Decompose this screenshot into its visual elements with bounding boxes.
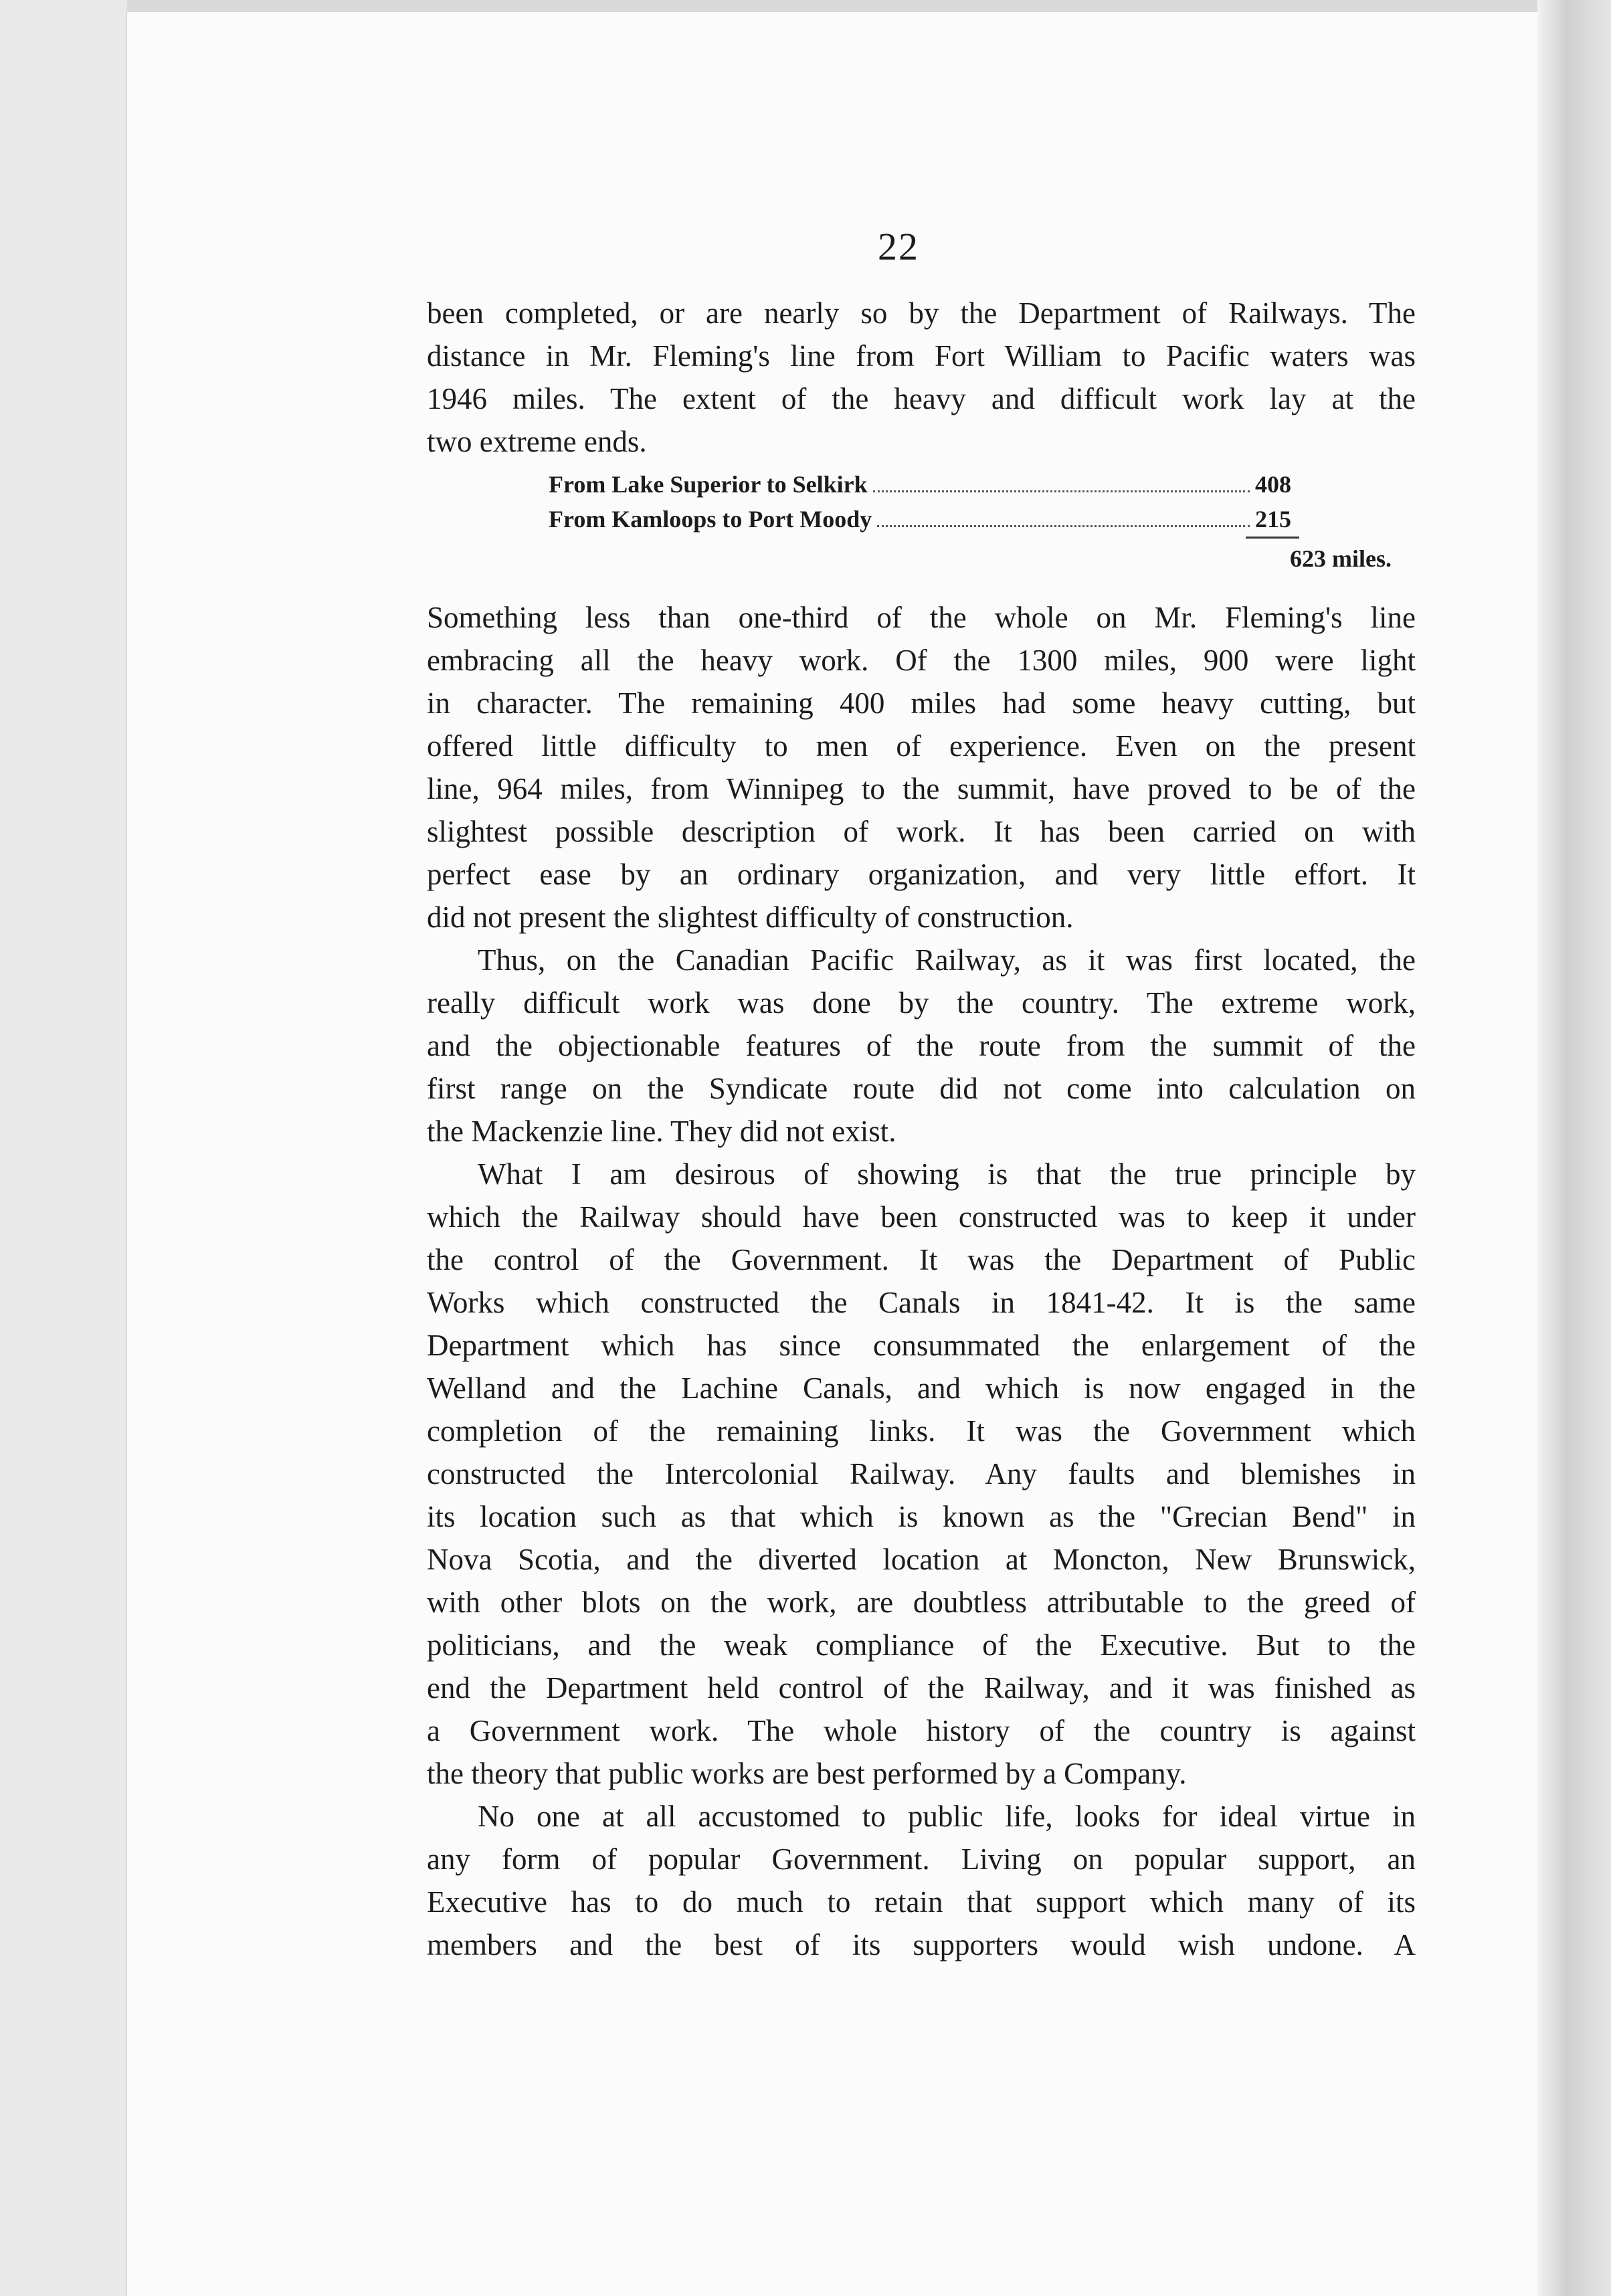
row-value: 408 — [1255, 471, 1291, 498]
dot-leader — [873, 467, 1250, 492]
text-line: members and the best of its supporters would wish undone. A — [427, 1928, 1416, 1962]
table-row — [549, 467, 1291, 502]
page-number: 22 — [878, 225, 919, 268]
paragraph-1 — [427, 292, 1416, 463]
row-label: From Kamloops to Port Moody — [549, 506, 872, 533]
text-line: the Mackenzie line. They did not exist. — [427, 1115, 896, 1148]
text-line: embracing all the heavy work. Of the 1300 miles, 900 were light — [427, 644, 1416, 677]
text-line: What I am desirous of showing is that the true principle by — [478, 1157, 1416, 1191]
row-value: 215 — [1255, 506, 1291, 533]
table-row — [549, 502, 1291, 537]
text-line: Executive has to do much to retain that support which many of its — [427, 1885, 1416, 1919]
dot-leader — [877, 502, 1250, 527]
text-line: Thus, on the Canadian Pacific Railway, as it was first located, the — [478, 943, 1416, 977]
text-line: any form of popular Government. Living on popular support, an — [427, 1842, 1416, 1876]
paragraph-4 — [427, 1153, 1416, 1795]
text-line: Nova Scotia, and the diverted location at Moncton, New Brunswick, — [427, 1543, 1416, 1576]
body-text — [427, 292, 1416, 1966]
paragraph-2 — [427, 596, 1416, 939]
text-line: with other blots on the work, are doubtless attributable to the greed of — [427, 1586, 1416, 1619]
page-top-edge — [127, 0, 1539, 12]
text-line: No one at all accustomed to public life, looks for ideal virtue in — [478, 1800, 1416, 1833]
text-line: a Government work. The whole history of the country is against — [427, 1714, 1416, 1747]
text-line: Welland and the Lachine Canals, and which is now engaged in the — [427, 1371, 1416, 1405]
text-line: end the Department held control of the Railway, and it was finished as — [427, 1671, 1416, 1705]
page-right-edge — [1537, 0, 1611, 2296]
text-line: line, 964 miles, from Winnipeg to the summit, have proved to be of the — [427, 772, 1416, 805]
text-line: distance in Mr. Fleming's line from Fort William to Pacific waters was — [427, 339, 1416, 373]
text-line: constructed the Intercolonial Railway. Any faults and blemishes in — [427, 1457, 1416, 1491]
text-line: completion of the remaining links. It was the Government which — [427, 1414, 1416, 1448]
text-line: two extreme ends. — [427, 425, 647, 458]
distance-table — [549, 467, 1392, 579]
text-line: which the Railway should have been constructed was to keep it under — [427, 1200, 1416, 1234]
spacer — [427, 585, 1416, 596]
text-line: first range on the Syndicate route did not come into calculation on — [427, 1072, 1416, 1105]
text-line: Something less than one-third of the whole on Mr. Fleming's line — [427, 601, 1416, 634]
text-line: slightest possible description of work. It has been carried on with — [427, 815, 1416, 848]
paragraph-3 — [427, 939, 1416, 1153]
text-line: the theory that public works are best performed by a Company. — [427, 1757, 1187, 1790]
table-total: 623 miles. — [1290, 545, 1392, 572]
text-line: and the objectionable features of the route from the summit of the — [427, 1029, 1416, 1062]
text-line: offered little difficulty to men of experience. Even on the present — [427, 729, 1416, 763]
row-label: From Lake Superior to Selkirk — [549, 471, 868, 498]
text-line: 1946 miles. The extent of the heavy and difficult work lay at the — [427, 382, 1416, 415]
text-line: really difficult work was done by the country. The extreme work, — [427, 986, 1416, 1020]
text-line: in character. The remaining 400 miles had some heavy cutting, but — [427, 686, 1416, 720]
text-line: Works which constructed the Canals in 1841-42. It is the same — [427, 1286, 1416, 1319]
text-line: the control of the Government. It was the Department of Public — [427, 1243, 1416, 1276]
text-line: politicians, and the weak compliance of the Executive. But to the — [427, 1628, 1416, 1662]
text-line: did not present the slightest difficulty of construction. — [427, 900, 1074, 934]
text-line: perfect ease by an ordinary organization, and very little effort. It — [427, 858, 1416, 891]
text-line: been completed, or are nearly so by the Department of Railways. The — [427, 296, 1416, 330]
paragraph-5 — [427, 1795, 1416, 1966]
text-line: Department which has since consummated the enlargement of the — [427, 1329, 1416, 1362]
text-line: its location such as that which is known as the "Grecian Bend" in — [427, 1500, 1416, 1533]
